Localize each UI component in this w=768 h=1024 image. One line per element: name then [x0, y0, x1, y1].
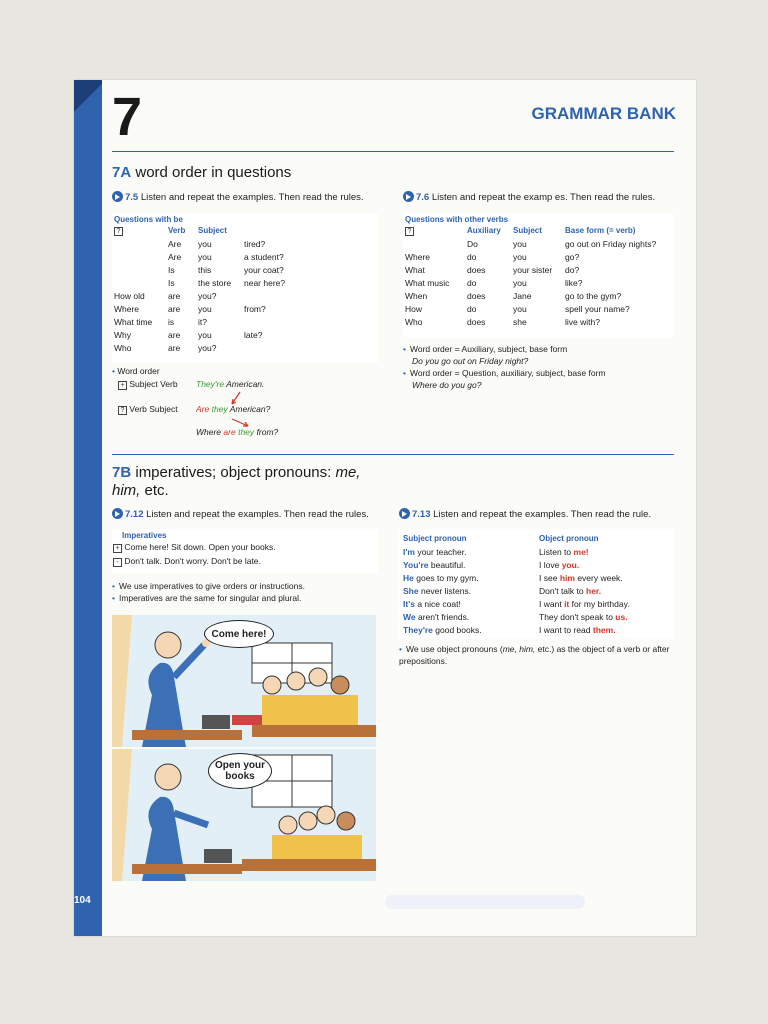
- listen-7-6: [403, 191, 655, 203]
- object-pronoun: her.: [586, 585, 602, 596]
- table-cell: Are: [168, 251, 182, 262]
- object-pre: I love: [539, 559, 560, 570]
- table-cell: this: [198, 264, 212, 275]
- pron-rule-a: We use object pronouns (: [405, 644, 503, 654]
- table-cell: [405, 237, 467, 250]
- table-cell: tired?: [244, 238, 266, 249]
- object-pre: Don't talk to: [539, 585, 584, 596]
- where-example-rest: from?: [256, 427, 279, 437]
- subject-pronoun: I'm: [403, 546, 415, 557]
- audio-code: 7.6: [416, 192, 430, 203]
- imperatives-heading: Imperatives: [122, 531, 167, 540]
- col-verb: Verb: [168, 226, 186, 235]
- audio-icon[interactable]: [112, 508, 123, 519]
- object-pronoun: them.: [592, 624, 616, 635]
- table-cell: a student?: [244, 251, 284, 262]
- subject-rest: good books.: [435, 624, 482, 635]
- table-cell: your coat?: [244, 264, 284, 275]
- section-7a-title: [112, 164, 291, 181]
- table-cell: spell your name?: [565, 303, 630, 314]
- plus-symbol: +: [118, 381, 127, 390]
- other-verbs-box: [403, 213, 673, 337]
- table-row: [114, 302, 285, 315]
- table-cell: What: [405, 264, 425, 275]
- table-cell: your sister: [513, 264, 553, 275]
- other-verbs-heading: Questions with other verbs: [405, 215, 509, 224]
- subject-pronoun-cell: [403, 571, 539, 584]
- imperative-rules: [112, 580, 378, 604]
- subject-pronoun-cell: [403, 545, 539, 558]
- table-cell: do: [467, 277, 477, 288]
- pron-rule-c: etc.) as the object of a verb or after prepositions.: [399, 644, 670, 666]
- table-cell: like?: [565, 277, 583, 288]
- listen-instruction: Listen and repeat the examples. Then read the rules.: [140, 192, 364, 203]
- table-cell: do: [467, 303, 477, 314]
- table-cell: [244, 315, 285, 328]
- section-7b-him: him,: [112, 482, 141, 499]
- table-cell: does: [467, 264, 486, 275]
- table-row: [405, 250, 656, 263]
- table-cell: from?: [244, 303, 266, 314]
- audio-icon[interactable]: [403, 191, 414, 202]
- table-cell: What time: [114, 316, 153, 327]
- imperatives-positive: Come here! Sit down. Open your books.: [124, 542, 276, 552]
- table-row: [114, 315, 285, 328]
- rule-2: • Word order = Question, auxiliary, subject, base form: [403, 367, 673, 379]
- other-verbs-table: [405, 224, 656, 328]
- table-cell: What music: [405, 277, 450, 288]
- pronouns-box: [399, 529, 673, 639]
- subject-pronoun-cell: [403, 558, 539, 571]
- audio-code: 7.13: [412, 509, 431, 520]
- table-row: [114, 276, 285, 289]
- table-cell: you?: [198, 342, 217, 353]
- table-cell: Are: [168, 238, 182, 249]
- table-cell: you: [198, 329, 212, 340]
- section-7b-code: 7B: [112, 464, 132, 481]
- table-cell: late?: [244, 329, 263, 340]
- table-cell: does: [467, 316, 486, 327]
- side-bar-notch: [74, 80, 102, 116]
- table-cell: you: [513, 303, 527, 314]
- plus-pattern: Subject Verb: [129, 379, 178, 389]
- listen-instruction: Listen and repeat the examples. Then read the rules.: [146, 509, 369, 520]
- faded-bleed-through: [385, 895, 585, 909]
- table-cell: do: [467, 251, 477, 262]
- col-base-form: Base form (= verb): [565, 226, 636, 235]
- section-7b-title: [112, 464, 382, 500]
- object-pronoun: me!: [573, 546, 589, 557]
- object-pronoun-cell: [539, 610, 630, 623]
- minus-symbol: -: [113, 558, 122, 567]
- table-cell: are: [168, 303, 181, 314]
- be-questions-heading: Questions with be: [114, 215, 183, 224]
- object-pronoun: us.: [615, 611, 628, 622]
- section-7b-me: me,: [335, 464, 361, 481]
- where-example-verb: are: [223, 427, 236, 437]
- subject-pronoun-cell: [403, 584, 539, 597]
- question-example-verb: Are: [196, 404, 210, 414]
- table-row: [403, 610, 630, 623]
- col-subject: Subject: [198, 226, 227, 235]
- table-cell: go?: [565, 251, 580, 262]
- object-post: for my birthday.: [571, 598, 630, 609]
- object-pronoun-cell: [539, 558, 630, 571]
- table-row: [114, 289, 285, 302]
- table-cell: you: [198, 238, 212, 249]
- subject-pronoun-cell: [403, 610, 539, 623]
- unit-number: 7: [112, 87, 142, 147]
- table-cell: Why: [114, 329, 131, 340]
- table-cell: near here?: [244, 277, 286, 288]
- object-pre: Listen to: [539, 546, 572, 557]
- table-row: [403, 558, 630, 571]
- illustration-come-here: [112, 615, 376, 747]
- table-row: [114, 263, 285, 276]
- table-cell: [114, 263, 168, 276]
- listen-instruction: Listen and repeat the examp es. Then read the rules.: [431, 192, 656, 203]
- subject-pronoun: You're: [403, 559, 429, 570]
- pron-rule: [399, 643, 673, 667]
- object-pronoun-cell: [539, 623, 630, 636]
- subject-pronoun: She: [403, 585, 419, 596]
- table-cell: are: [168, 290, 181, 301]
- subject-pronoun: He: [403, 572, 414, 583]
- subject-rest: aren't friends.: [417, 611, 470, 622]
- table-row: [114, 328, 285, 341]
- plus-symbol: +: [113, 544, 122, 553]
- plus-example-rest: American.: [226, 379, 265, 389]
- object-pronoun-cell: [539, 545, 630, 558]
- object-pre: I see: [539, 572, 558, 583]
- section-7a-code: 7A: [112, 164, 132, 181]
- object-pronoun-cell: [539, 597, 630, 610]
- table-row: [114, 341, 285, 354]
- subject-pronoun: We: [403, 611, 416, 622]
- table-row: [403, 545, 630, 558]
- question-example-rest: American?: [229, 404, 271, 414]
- grammar-bank-title: GRAMMAR BANK: [531, 104, 676, 123]
- table-cell: you: [513, 251, 527, 262]
- table-row: [403, 597, 630, 610]
- table-row: [114, 237, 285, 250]
- section-7b-etc: etc.: [144, 482, 169, 499]
- table-cell: [114, 276, 168, 289]
- table-cell: Do: [467, 238, 478, 249]
- unit-side-bar: [74, 80, 102, 936]
- table-row: [114, 250, 285, 263]
- table-row: [403, 584, 630, 597]
- table-cell: [114, 250, 168, 263]
- table-row: [405, 302, 656, 315]
- listen-7-12: [112, 508, 369, 520]
- col-object-pronoun: Object pronoun: [539, 534, 599, 543]
- table-cell: do?: [565, 264, 580, 275]
- audio-icon[interactable]: [112, 191, 123, 202]
- col-subject: Subject: [513, 226, 542, 235]
- pronoun-rule: [399, 643, 673, 667]
- audio-code: 7.12: [125, 509, 144, 520]
- table-cell: you: [513, 238, 527, 249]
- header-rule: [112, 151, 674, 152]
- page-number: 104: [74, 895, 91, 906]
- table-cell: does: [467, 290, 486, 301]
- listen-7-13: [399, 508, 651, 520]
- speech-bubble: Come here!: [204, 620, 274, 648]
- table-cell: How old: [114, 290, 145, 301]
- plus-example-subject-verb: They're: [196, 379, 225, 389]
- subject-rest: a nice coat!: [417, 598, 461, 609]
- table-cell: she: [513, 316, 527, 327]
- object-pronoun: it: [564, 598, 570, 609]
- table-cell: the store: [198, 277, 232, 288]
- table-cell: you: [513, 277, 527, 288]
- table-row: [405, 237, 656, 250]
- audio-icon[interactable]: [399, 508, 410, 519]
- table-row: [403, 571, 630, 584]
- listen-7-5: [112, 191, 364, 203]
- speech-bubble: Open your books: [208, 753, 272, 789]
- question-example-subject: they: [211, 404, 228, 414]
- table-cell: Jane: [513, 290, 532, 301]
- rule-2-example: Where do you go?: [412, 380, 482, 390]
- table-cell: go to the gym?: [565, 290, 622, 301]
- object-pronoun-cell: [539, 571, 630, 584]
- object-pronoun: you.: [561, 559, 580, 570]
- table-row: [405, 289, 656, 302]
- rule-1: • Word order = Auxiliary, subject, base form: [403, 343, 673, 355]
- table-cell: live with?: [565, 316, 600, 327]
- table-cell: [114, 237, 168, 250]
- audio-code: 7.5: [125, 192, 139, 203]
- object-pronoun-cell: [539, 584, 630, 597]
- table-cell: is: [168, 316, 175, 327]
- be-questions-table: [114, 224, 285, 354]
- subject-pronoun: They're: [403, 624, 433, 635]
- imperatives-box: [112, 529, 378, 573]
- illustration-open-books: [112, 749, 376, 881]
- pronouns-table: [403, 532, 630, 636]
- imp-rule-1: • We use imperatives to give orders or instructions.: [112, 580, 378, 592]
- table-cell: [244, 289, 285, 302]
- table-cell: When: [405, 290, 428, 301]
- table-cell: Is: [168, 277, 175, 288]
- table-cell: Is: [168, 264, 175, 275]
- table-row: [405, 315, 656, 328]
- table-cell: Who: [405, 316, 423, 327]
- word-order-label: Word order: [117, 366, 160, 376]
- pron-rule-b: me, him,: [502, 644, 536, 654]
- table-cell: are: [168, 342, 181, 353]
- object-post: every week.: [577, 572, 623, 583]
- subject-rest: goes to my gym.: [416, 572, 479, 583]
- imperatives-negative: Don't talk. Don't worry. Don't be late.: [124, 556, 261, 566]
- where-example-wh: Where: [196, 427, 222, 437]
- question-symbol: ?: [405, 227, 414, 236]
- col-subject-pronoun: Subject pronoun: [403, 534, 467, 543]
- question-symbol: ?: [118, 406, 127, 415]
- word-order-rules: [403, 343, 673, 391]
- question-pattern: Verb Subject: [129, 404, 178, 414]
- object-pre: They don't speak to: [539, 611, 613, 622]
- be-questions-box: [112, 213, 378, 363]
- table-cell: How: [405, 303, 423, 314]
- table-cell: Where: [405, 251, 431, 262]
- table-cell: go out on Friday nights?: [565, 238, 657, 249]
- listen-instruction: Listen and repeat the examples. Then read the rule.: [433, 509, 652, 520]
- subject-pronoun-cell: [403, 597, 539, 610]
- table-cell: Who: [114, 342, 132, 353]
- table-cell: are: [168, 329, 181, 340]
- section-divider: [112, 454, 674, 455]
- section-7b-text: imperatives; object pronouns:: [135, 464, 332, 481]
- question-symbol: ?: [114, 227, 123, 236]
- table-cell: you?: [198, 290, 217, 301]
- subject-pronoun: It's: [403, 598, 415, 609]
- table-cell: you: [198, 303, 212, 314]
- subject-pronoun-cell: [403, 623, 539, 636]
- rule-1-example: Do you go out on Friday night?: [412, 356, 529, 366]
- object-pronoun: him: [559, 572, 575, 583]
- subject-rest: beautiful.: [430, 559, 466, 570]
- object-pre: I want to read: [539, 624, 591, 635]
- imp-rule-2: • Imperatives are the same for singular and plural.: [112, 592, 378, 604]
- table-row: [405, 276, 656, 289]
- table-row: [403, 623, 630, 636]
- table-cell: [244, 341, 285, 354]
- object-pre: I want: [539, 598, 562, 609]
- table-row: [405, 263, 656, 276]
- subject-rest: never listens.: [420, 585, 472, 596]
- where-example-subject: they: [238, 427, 255, 437]
- word-order-panel: • Word order + Subject Verb They're American. ? Verb Subject Are they American? Where are they from?: [112, 366, 279, 437]
- col-auxiliary: Auxiliary: [467, 226, 501, 235]
- table-cell: it?: [198, 316, 207, 327]
- section-7a-text: word order in questions: [135, 164, 292, 181]
- table-cell: you: [198, 251, 212, 262]
- subject-rest: your teacher.: [417, 546, 467, 557]
- table-cell: Where: [114, 303, 140, 314]
